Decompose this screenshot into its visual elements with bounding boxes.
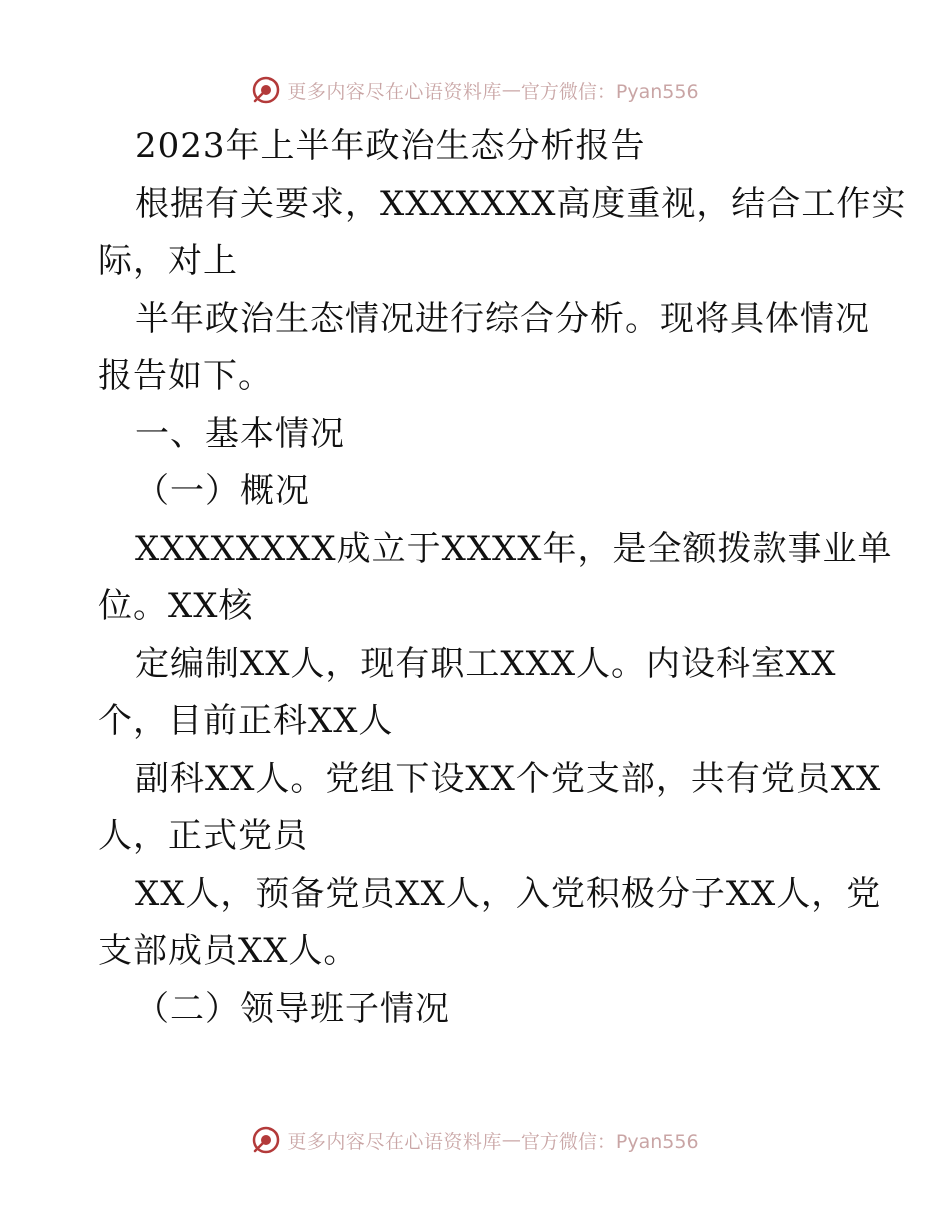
paragraph-line: 个，目前正科XX人 (98, 701, 394, 741)
paragraph-line: 报告如下。 (98, 356, 273, 396)
document-body (98, 118, 907, 1038)
watermark-contact: 官方微信：Pyan556 (520, 80, 699, 103)
subsection-heading: （一）概况 (135, 471, 310, 511)
watermark-separator: — (501, 79, 521, 101)
document-title: 2023年上半年政治生态分析报告 (135, 126, 646, 166)
paragraph-line: 定编制XX人，现有职工XXX人。内设科室XX (135, 643, 837, 684)
paragraph-line: 人，正式党员 (98, 816, 308, 856)
watermark-banner-bottom (0, 1120, 950, 1160)
paragraph-line: XXXXXXXX成立于XXXX年，是全额拨款事业单 (135, 528, 893, 569)
watermark-banner-top (0, 70, 950, 110)
quill-circle-logo-icon (251, 75, 281, 105)
watermark-contact: 官方微信：Pyan556 (520, 1130, 699, 1153)
section-heading: 一、基本情况 (135, 413, 345, 454)
paragraph-line: 半年政治生态情况进行综合分析。现将具体情况 (135, 298, 870, 339)
quill-circle-logo-icon (251, 1125, 281, 1155)
paragraph-line: 副科XX人。党组下设XX个党支部，共有党员XX (135, 758, 882, 799)
paragraph-line: 支部成员XX人。 (98, 931, 359, 971)
watermark-text: 更多内容尽在心语资料库 (287, 80, 502, 103)
paragraph-line: 际，对上 (98, 241, 238, 281)
paragraph-line: XX人，预备党员XX人，入党积极分子XX人，党 (135, 873, 882, 914)
watermark-separator: — (501, 1129, 521, 1151)
paragraph-line: 根据有关要求，XXXXXXX高度重视，结合工作实 (135, 183, 907, 224)
subsection-heading: （二）领导班子情况 (135, 988, 450, 1029)
watermark-text: 更多内容尽在心语资料库 (287, 1130, 502, 1153)
paragraph-line: 位。XX核 (98, 586, 254, 626)
